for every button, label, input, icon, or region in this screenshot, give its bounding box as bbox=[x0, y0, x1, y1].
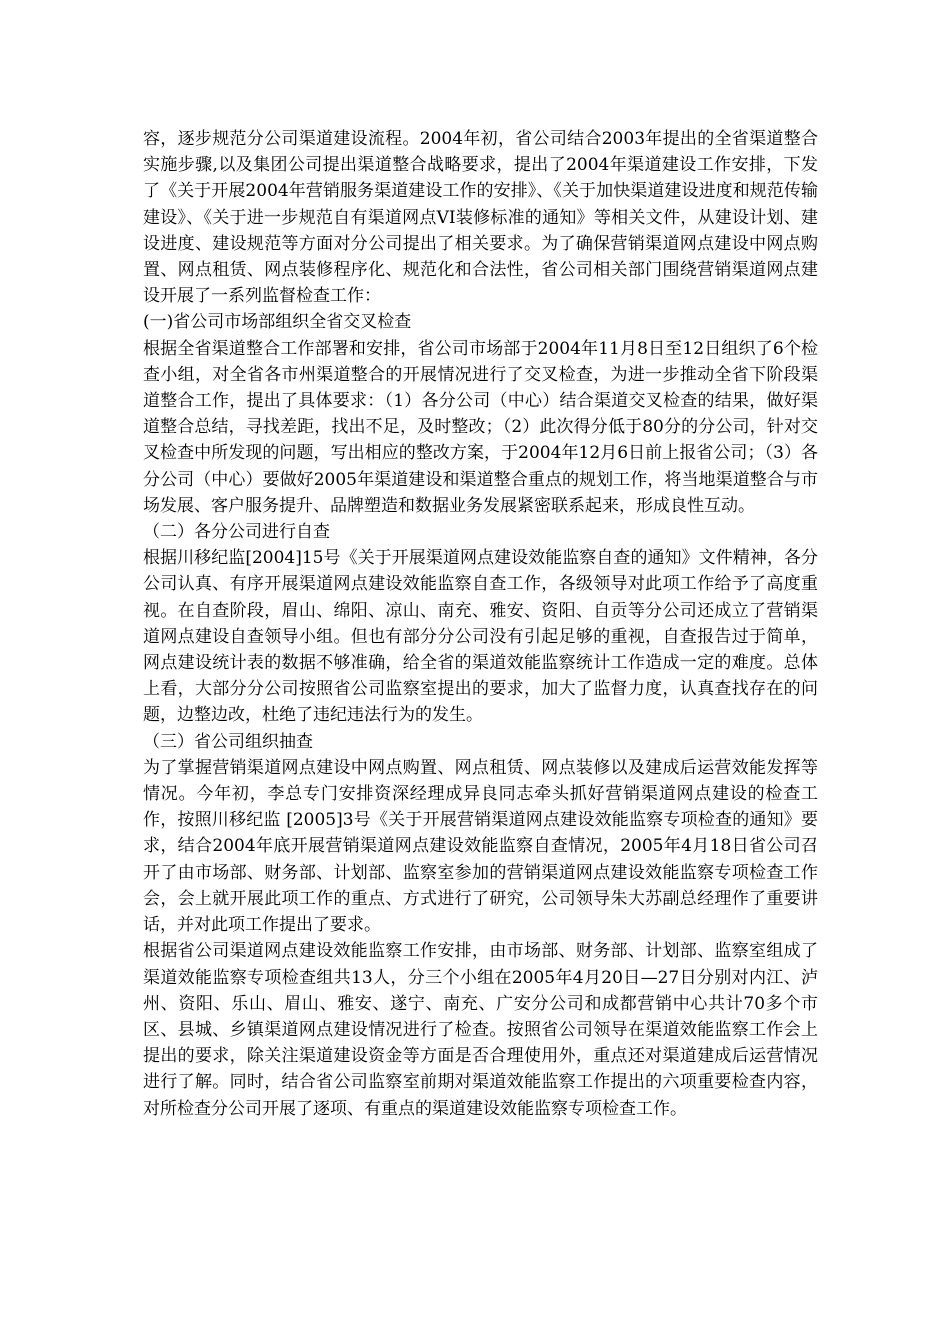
paragraph-inspection-team: 根据省公司渠道网点建设效能监察工作安排，由市场部、财务部、计划部、监察室组成了渠道效能监察专项检查组共13人，分三个小组在2005年4月20日—27日分别对内江、泸州、资阳、乐山、眉山、雅安、遂宁、南充、广安分公司和成都营销中心共计70多个市区、县城、乡镇渠道网点建设情况进行了检查。按照省公司领导在渠道效能监察工作会上提出的要求，除关注渠道建设资金等方面是否合理使用外，重点还对渠道建成后运营情况进行了解。同时，结合省公司监察室前期对渠道效能监察工作提出的六项重要检查内容，对所检查分公司开展了逐项、有重点的渠道建设效能监察专项检查工作。 bbox=[143, 941, 818, 1119]
paragraph-self-inspection: 根据川移纪监[2004]15号《关于开展渠道网点建设效能监察自查的通知》文件精神，各分公司认真、有序开展渠道网点建设效能监察自查工作，各级领导对此项工作给予了高度重视。在自查阶段，眉山、绵阳、凉山、南充、雅安、资阳、自贡等分公司还成立了营销渠道网点建设自查领导小组。但也有部分分公司没有引起足够的重视，自查报告过于简单，网点建设统计表的数据不够准确，给全省的渠道效能监察统计工作造成一定的难度。总体上看，大部分分公司按照省公司监察室提出的要求，加大了监督力度，认真查找存在的问题，边整边改，杜绝了违纪违法行为的发生。 bbox=[143, 548, 818, 726]
paragraph-intro: 容，逐步规范分公司渠道建设流程。2004年初，省公司结合2003年提出的全省渠道整合实施步骤,以及集团公司提出渠道整合战略要求，提出了2004年渠道建设工作安排，下发了《关于开展2004年营销服务渠道建设工作的安排》、《关于加快渠道建设进度和规范传输建设》、《关于进一步规范自有渠道网点VI装修标准的通知》等相关文件，从建设计划、建设进度、建设规范等方面对分公司提出了相关要求。为了确保营销渠道网点建设中网点购置、网点租赁、网点装修程序化、规范化和合法性，省公司相关部门围绕营销渠道网点建设开展了一系列监督检查工作： bbox=[143, 129, 818, 307]
paragraph-spot-check: 为了掌握营销渠道网点建设中网点购置、网点租赁、网点装修以及建成后运营效能发挥等情况。今年初，李总专门安排资深经理成异良同志牵头抓好营销渠道网点建设的检查工作，按照川移纪监 [2005]3号《关于开展营销渠道网点建设效能监察专项检查的通知》要求，结合2004年底开展营销渠道网点建设效能监察自查情况，2005年4月18日省公司召开了由市场部、财务部、计划部、监察室参加的营销渠道网点建设效能监察专项检查工作会，会上就开展此项工作的重点、方式进行了研究，公司领导朱大苏副总经理作了重要讲话，并对此项工作提出了要求。 bbox=[143, 757, 818, 936]
section-heading-1: (一)省公司市场部组织全省交叉检查 bbox=[143, 312, 412, 333]
document-body bbox=[143, 126, 818, 1122]
section-heading-2: （二）各分公司进行自查 bbox=[143, 522, 330, 543]
section-heading-3: （三）省公司组织抽查 bbox=[143, 731, 313, 752]
paragraph-cross-inspection: 根据全省渠道整合工作部署和安排，省公司市场部于2004年11月8日至12日组织了6个检查小组，对全省各市州渠道整合的开展情况进行了交叉检查，为进一步推动全省下阶段渠道整合工作，提出了具体要求：（1）各分公司（中心）结合渠道交叉检查的结果，做好渠道整合总结，寻找差距，找出不足，及时整改；（2）此次得分低于80分的分公司，针对交叉检查中所发现的问题，写出相应的整改方案，于2004年12月6日前上报省公司；（3）各分公司（中心）要做好2005年渠道建设和渠道整合重点的规划工作，将当地渠道整合与市场发展、客户服务提升、品牌塑造和数据业务发展紧密联系起来，形成良性互动。 bbox=[143, 338, 818, 516]
